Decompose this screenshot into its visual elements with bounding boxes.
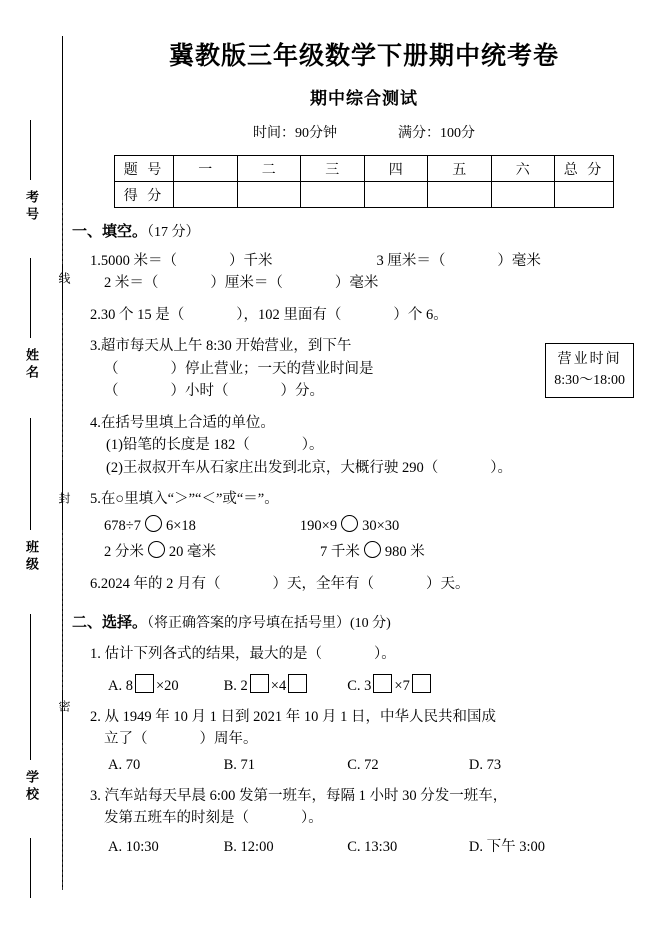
- question-2-2-options: [72, 757, 656, 774]
- score-table-cell: 一: [174, 156, 238, 182]
- margin-tick-1: [30, 120, 31, 180]
- q2-2-line1: 2. 从 1949 年 10 月 1 日到 2021 年 10 月 1 日，中华人民共和国成: [90, 708, 496, 725]
- section-choice-heading: [72, 611, 656, 632]
- option-d[interactable]: D. 下午 3:00: [468, 839, 545, 856]
- question-2-3-options: [72, 835, 656, 856]
- question-2-2: [72, 706, 656, 751]
- section1-title: 一、填空。: [72, 224, 148, 240]
- option-a[interactable]: [108, 674, 220, 695]
- q3-line1: 3.超市每天从上午 8:30 开始营业，到下午: [90, 338, 352, 355]
- option-c-mid: ×7: [394, 677, 410, 694]
- section1-points: （17 分）: [147, 225, 200, 240]
- question-1-3: [72, 335, 656, 402]
- q3-line3-c: ）分。: [280, 383, 324, 400]
- compare-circle-icon[interactable]: [364, 541, 381, 558]
- score-table-cell: 三: [301, 156, 365, 182]
- note-value: 8:30～18:00: [554, 373, 625, 389]
- q4-line2-a: (1)铅笔的长度是 182（: [106, 437, 250, 454]
- score-table-header-cell: 题 号: [115, 156, 174, 182]
- section2-title: 二、选择。: [72, 615, 148, 632]
- question-2-3: [72, 785, 656, 830]
- question-1-4: [72, 412, 656, 479]
- q3-line2-b: ）停止营业；一天的营业时间是: [170, 360, 374, 377]
- q2-2-line2-a: 立了（: [104, 731, 148, 748]
- compare-circle-icon[interactable]: [148, 541, 165, 558]
- score-table-cell[interactable]: [364, 182, 428, 208]
- score-table-cell: 五: [428, 156, 492, 182]
- q1-line2-a: 2 米＝（: [104, 275, 159, 292]
- q5-a-left: 678÷7: [104, 517, 141, 534]
- q5-b-left: 190×9: [299, 517, 338, 534]
- blank-box-icon[interactable]: [250, 674, 269, 693]
- q5-c-right: 20 毫米: [168, 544, 216, 561]
- score-table-cell[interactable]: [237, 182, 301, 208]
- q5-line1: 5.在○里填入“＞”“＜”或“＝”。: [90, 491, 279, 508]
- question-2-1-options: [72, 674, 656, 695]
- q1-line1-a-end: ）千米: [229, 253, 273, 269]
- option-a-mid: ×20: [155, 677, 179, 694]
- q1-line1-a: 1.5000 米＝（: [90, 253, 177, 269]
- blank-box-icon[interactable]: [135, 674, 154, 693]
- q1-line1-b: 3 厘米＝（: [376, 253, 446, 269]
- page-title: 冀教版三年级数学下册期中统考卷: [168, 43, 559, 70]
- margin-tick-3: [30, 418, 31, 530]
- score-table-cell[interactable]: [174, 182, 238, 208]
- score-table-cell: 六: [491, 156, 555, 182]
- option-a-pre: A. 8: [108, 677, 133, 694]
- compare-circle-icon[interactable]: [145, 515, 162, 532]
- q6-c: ）天。: [426, 575, 470, 592]
- option-b-pre: B. 2: [223, 677, 248, 694]
- q2-2-line2-b: ）周年。: [199, 731, 258, 748]
- option-b-mid: ×4: [270, 677, 287, 694]
- q5-c-left: 2 分米: [104, 544, 144, 561]
- margin-label-kaohao: 考号: [24, 190, 39, 224]
- question-1-2: [72, 304, 656, 326]
- seal-dash-4: [62, 740, 63, 890]
- table-row: [115, 182, 614, 208]
- option-c[interactable]: [347, 674, 465, 695]
- time-label: 时间：90分钟: [253, 126, 337, 141]
- seal-char-feng: 封: [57, 492, 71, 508]
- section-fill-blank-heading: [72, 220, 656, 241]
- score-table-cell[interactable]: [301, 182, 365, 208]
- score-table-cell[interactable]: [428, 182, 492, 208]
- q4-line1: 4.在括号里填上合适的单位。: [90, 414, 275, 431]
- q1-line2-b-end: ）毫米: [334, 275, 379, 292]
- option-a[interactable]: A. 70: [108, 756, 141, 773]
- q2-3-line2-b: ）。: [301, 809, 323, 826]
- q2-c: ）个 6。: [393, 306, 448, 323]
- seal-char-xian: 线: [57, 272, 71, 288]
- score-table-cell[interactable]: [491, 182, 555, 208]
- margin-tick-5: [30, 838, 31, 898]
- blank-box-icon[interactable]: [373, 674, 392, 693]
- score-table-cell: 四: [364, 156, 428, 182]
- seal-dash-3: [62, 530, 63, 690]
- q4-line3-b: ）。: [490, 459, 513, 476]
- margin-label-xingming: 姓名: [24, 348, 39, 382]
- option-d[interactable]: D. 73: [468, 756, 502, 773]
- margin-tick-4: [30, 614, 31, 760]
- score-table: [114, 155, 614, 208]
- q1-line2-a-end: ）厘米＝（: [210, 275, 283, 292]
- option-c[interactable]: C. 72: [347, 756, 379, 773]
- q2-3-line1: 3. 汽车站每天早晨 6:00 发第一班车，每隔 1 小时 30 分发一班车，: [90, 787, 508, 804]
- score-table-cell[interactable]: [555, 182, 614, 208]
- q3-line3-b: ）小时（: [170, 383, 229, 400]
- blank-box-icon[interactable]: [412, 674, 431, 693]
- left-margin-column: [0, 0, 71, 926]
- q4-line2-b: ）。: [301, 437, 324, 454]
- seal-dash-2: [62, 310, 63, 460]
- fullscore-label: 满分：100分: [398, 126, 475, 141]
- section2-points: （将正确答案的序号填在括号里）(10 分): [147, 616, 391, 632]
- margin-tick-2: [30, 258, 31, 338]
- option-a[interactable]: A. 10:30: [108, 839, 159, 856]
- q3-line2-a: （: [104, 360, 119, 377]
- q6-b: ）天，全年有（: [272, 575, 374, 592]
- margin-label-xuexiao: 学校: [24, 770, 39, 804]
- seal-dash-1: [62, 200, 63, 264]
- seal-char-mi: 密: [57, 700, 71, 716]
- q5-d-right: 980 米: [384, 544, 425, 561]
- q1-line1-b-end: ）毫米: [497, 253, 541, 269]
- question-2-1: [72, 643, 656, 665]
- question-1-6: [72, 573, 656, 595]
- business-hours-note: [545, 343, 634, 398]
- q2-1-text-a: 1. 估计下列各式的结果，最大的是（: [90, 646, 322, 663]
- score-table-cell: 二: [237, 156, 301, 182]
- question-1-5: [72, 488, 656, 563]
- score-table-header-cell: 得 分: [115, 182, 174, 208]
- q6-a: 6.2024 年的 2 月有（: [90, 575, 221, 592]
- q3-line3-a: （: [104, 383, 119, 400]
- q5-d-left: 7 千米: [320, 544, 360, 561]
- option-c[interactable]: C. 13:30: [347, 839, 398, 856]
- q5-b-right: 30×30: [362, 517, 400, 534]
- table-row: [115, 156, 614, 182]
- compare-circle-icon[interactable]: [341, 515, 358, 532]
- option-b[interactable]: B. 12:00: [223, 839, 274, 856]
- q2-3-line2-a: 发第五班车的时刻是（: [104, 809, 249, 826]
- page-subtitle: 期中综合测试: [310, 89, 418, 108]
- option-b[interactable]: B. 71: [223, 756, 256, 773]
- blank-box-icon[interactable]: [288, 674, 307, 693]
- option-b[interactable]: [224, 674, 344, 695]
- q5-a-right: 6×18: [165, 517, 196, 534]
- margin-label-banji: 班级: [24, 540, 39, 574]
- q4-line3-a: (2)王叔叔开车从石家庄出发到北京，大概行驶 290（: [106, 459, 439, 476]
- note-title: 营业时间: [557, 352, 622, 368]
- question-1-1: [72, 250, 656, 295]
- q2-1-text-b: ）。: [374, 646, 396, 663]
- option-c-pre: C. 3: [347, 677, 372, 694]
- exam-meta: [72, 122, 656, 142]
- exam-content: [72, 0, 656, 856]
- score-table-cell: 总 分: [555, 156, 614, 182]
- q2-a: 2.30 个 15 是（: [90, 306, 185, 323]
- q2-b: ），102 里面有（: [236, 306, 342, 323]
